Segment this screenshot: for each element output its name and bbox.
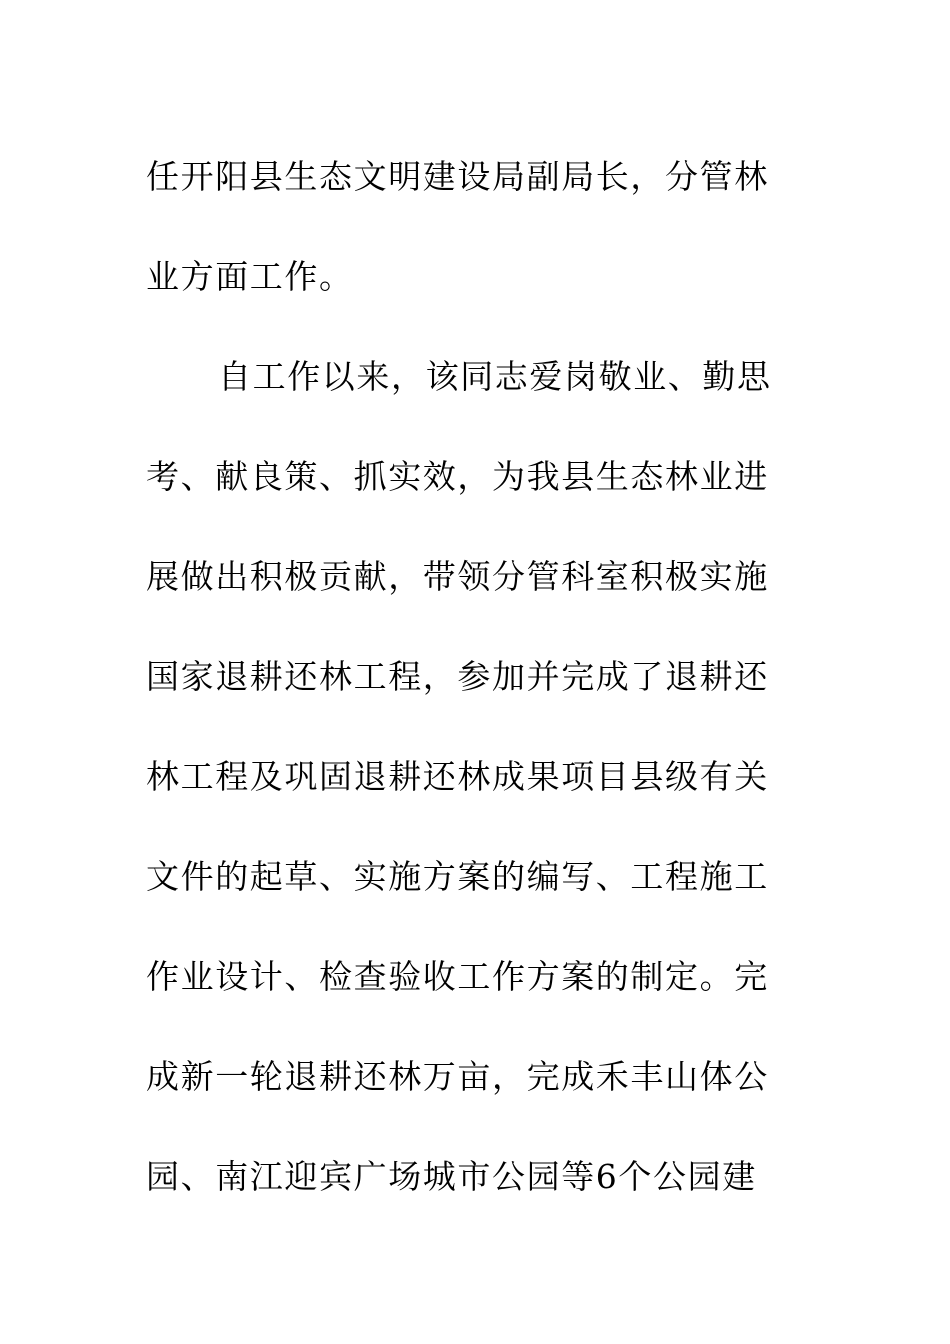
text-line: 国家退耕还林工程，参加并完成了退耕还 xyxy=(146,657,769,696)
text-line: 展做出积极贡献，带领分管科室积极实施 xyxy=(146,557,769,596)
text-line: 园、南江迎宾广场城市公园等6个公园建 xyxy=(146,1157,757,1196)
text-line: 考、献良策、抓实效，为我县生态林业进 xyxy=(146,457,769,496)
paragraph-continued xyxy=(146,127,786,327)
document-body xyxy=(146,127,786,1227)
text-line: 业方面工作。 xyxy=(146,257,354,296)
text-line: 成新一轮退耕还林万亩，完成禾丰山体公 xyxy=(146,1057,769,1096)
text-line-first-indented: 自工作以来，该同志爱岗敬业、勤思 xyxy=(218,357,772,396)
text-line: 林工程及巩固退耕还林成果项目县级有关 xyxy=(146,757,769,796)
text-line: 任开阳县生态文明建设局副局长，分管林 xyxy=(146,157,769,196)
text-line: 作业设计、检查验收工作方案的制定。完 xyxy=(146,957,769,996)
paragraph-main xyxy=(146,327,786,1227)
text-line: 文件的起草、实施方案的编写、工程施工 xyxy=(146,857,769,896)
